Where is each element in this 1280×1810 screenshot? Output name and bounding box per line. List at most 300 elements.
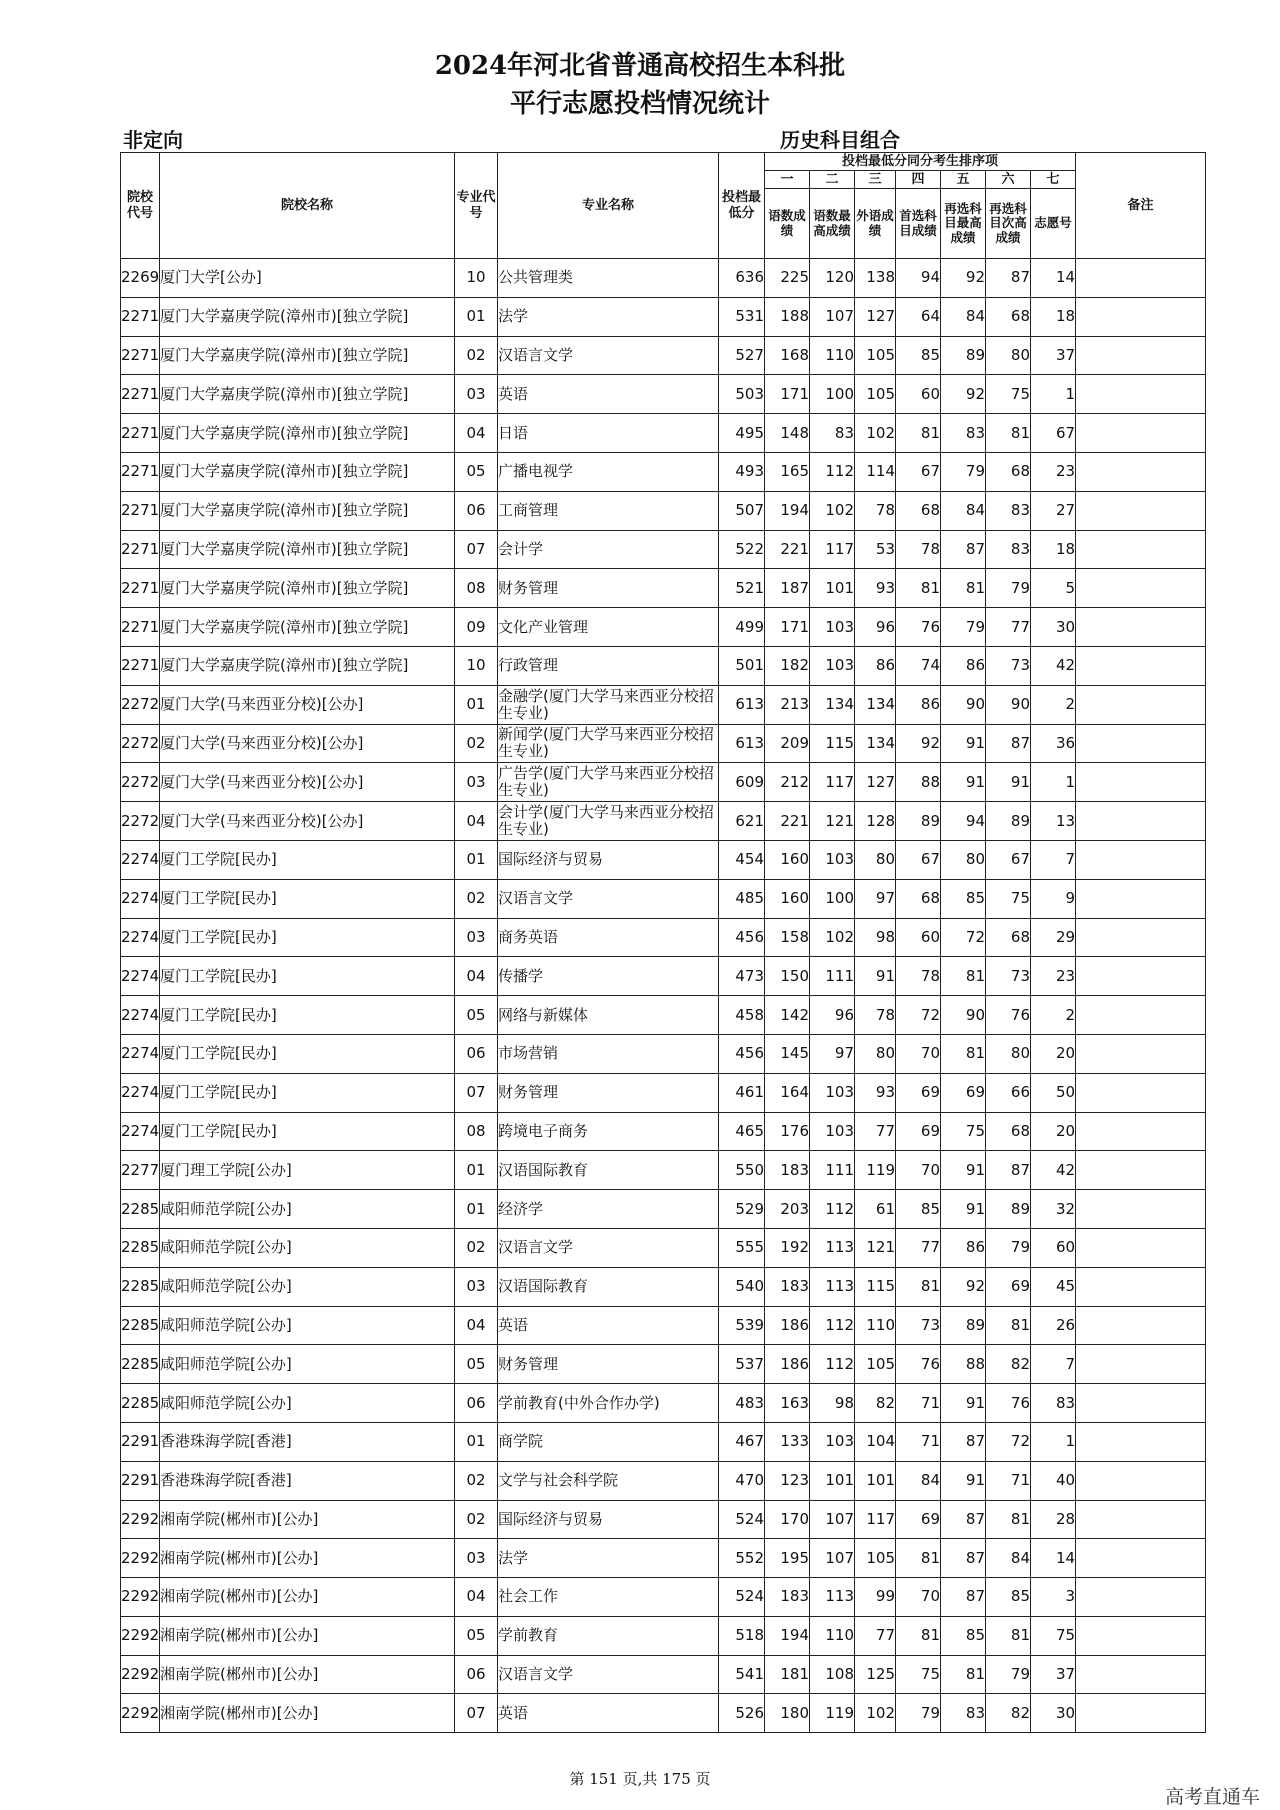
cell-rank-3: 134 <box>855 685 896 724</box>
cell-school-name: 厦门大学嘉庚学院(漳州市)[独立学院] <box>160 608 455 647</box>
cell-rank-4: 68 <box>896 491 941 530</box>
cell-major-code: 04 <box>455 802 498 841</box>
table-row <box>121 1073 1206 1112</box>
cell-rank-6: 76 <box>986 996 1031 1035</box>
cell-rank-6: 82 <box>986 1345 1031 1384</box>
cell-rank-1: 187 <box>765 569 810 608</box>
cell-rank-7: 60 <box>1031 1228 1076 1267</box>
cell-major-name: 网络与新媒体 <box>498 996 719 1035</box>
cell-school-code: 2274 <box>121 840 160 879</box>
cell-rank-4: 70 <box>896 1578 941 1617</box>
cell-remarks <box>1076 1616 1206 1655</box>
cell-rank-6: 87 <box>986 1151 1031 1190</box>
table-row <box>121 763 1206 802</box>
cell-major-name: 法学 <box>498 1539 719 1578</box>
cell-school-code: 2271 <box>121 452 160 491</box>
table-row <box>121 646 1206 685</box>
cell-remarks <box>1076 1306 1206 1345</box>
cell-school-code: 2285 <box>121 1190 160 1229</box>
header-sub-7: 志愿号 <box>1031 189 1076 259</box>
admission-table <box>120 152 1206 1733</box>
cell-school-name: 厦门大学嘉庚学院(漳州市)[独立学院] <box>160 414 455 453</box>
cell-rank-1: 145 <box>765 1034 810 1073</box>
cell-remarks <box>1076 1655 1206 1694</box>
cell-rank-4: 78 <box>896 957 941 996</box>
cell-rank-1: 181 <box>765 1655 810 1694</box>
cell-rank-2: 134 <box>810 685 855 724</box>
cell-rank-5: 92 <box>941 375 986 414</box>
cell-rank-4: 81 <box>896 1616 941 1655</box>
cell-major-name: 广告学(厦门大学马来西亚分校招生专业) <box>498 763 719 802</box>
table-row <box>121 1384 1206 1423</box>
cell-rank-7: 50 <box>1031 1073 1076 1112</box>
cell-major-code: 02 <box>455 879 498 918</box>
cell-major-name: 商学院 <box>498 1422 719 1461</box>
cell-rank-2: 100 <box>810 879 855 918</box>
cell-rank-6: 81 <box>986 1306 1031 1345</box>
cell-school-code: 2274 <box>121 1073 160 1112</box>
table-row <box>121 1345 1206 1384</box>
cell-school-name: 厦门工学院[民办] <box>160 996 455 1035</box>
cell-school-code: 2274 <box>121 1112 160 1151</box>
cell-rank-7: 13 <box>1031 802 1076 841</box>
cell-rank-1: 171 <box>765 375 810 414</box>
cell-major-name: 金融学(厦门大学马来西亚分校招生专业) <box>498 685 719 724</box>
cell-rank-4: 78 <box>896 530 941 569</box>
cell-rank-4: 92 <box>896 724 941 763</box>
cell-remarks <box>1076 840 1206 879</box>
cell-rank-3: 86 <box>855 646 896 685</box>
cell-rank-3: 119 <box>855 1151 896 1190</box>
cell-school-code: 2292 <box>121 1578 160 1617</box>
cell-rank-4: 85 <box>896 336 941 375</box>
cell-rank-4: 94 <box>896 259 941 298</box>
cell-school-code: 2272 <box>121 685 160 724</box>
cell-rank-2: 113 <box>810 1578 855 1617</box>
cell-rank-6: 79 <box>986 1655 1031 1694</box>
cell-school-name: 厦门大学嘉庚学院(漳州市)[独立学院] <box>160 491 455 530</box>
cell-min-score: 503 <box>719 375 765 414</box>
cell-rank-3: 96 <box>855 608 896 647</box>
cell-min-score: 483 <box>719 1384 765 1423</box>
table-row <box>121 1539 1206 1578</box>
cell-major-code: 04 <box>455 957 498 996</box>
header-ranking-group: 投档最低分同分考生排序项 <box>765 153 1076 171</box>
cell-rank-6: 89 <box>986 1190 1031 1229</box>
cell-rank-3: 121 <box>855 1228 896 1267</box>
cell-rank-7: 7 <box>1031 1345 1076 1384</box>
category-left-label: 非定向 <box>123 128 183 152</box>
cell-rank-5: 87 <box>941 1578 986 1617</box>
cell-school-name: 湘南学院(郴州市)[公办] <box>160 1655 455 1694</box>
cell-rank-5: 92 <box>941 1267 986 1306</box>
cell-rank-5: 79 <box>941 608 986 647</box>
cell-rank-3: 114 <box>855 452 896 491</box>
cell-remarks <box>1076 452 1206 491</box>
cell-remarks <box>1076 1500 1206 1539</box>
cell-remarks <box>1076 1539 1206 1578</box>
cell-min-score: 531 <box>719 297 765 336</box>
cell-rank-3: 101 <box>855 1461 896 1500</box>
cell-min-score: 467 <box>719 1422 765 1461</box>
cell-school-name: 咸阳师范学院[公办] <box>160 1345 455 1384</box>
cell-major-code: 02 <box>455 1500 498 1539</box>
cell-major-code: 02 <box>455 336 498 375</box>
cell-school-name: 厦门工学院[民办] <box>160 1073 455 1112</box>
cell-rank-4: 71 <box>896 1422 941 1461</box>
cell-major-code: 10 <box>455 646 498 685</box>
cell-major-code: 03 <box>455 763 498 802</box>
cell-school-code: 2274 <box>121 918 160 957</box>
cell-major-code: 03 <box>455 918 498 957</box>
cell-rank-4: 75 <box>896 1655 941 1694</box>
cell-remarks <box>1076 530 1206 569</box>
cell-rank-2: 102 <box>810 491 855 530</box>
cell-major-code: 05 <box>455 1616 498 1655</box>
cell-rank-7: 5 <box>1031 569 1076 608</box>
header-sub-6: 再选科目次高成绩 <box>986 189 1031 259</box>
table-row <box>121 1616 1206 1655</box>
cell-rank-5: 92 <box>941 259 986 298</box>
cell-rank-4: 81 <box>896 1539 941 1578</box>
cell-min-score: 613 <box>719 724 765 763</box>
cell-rank-7: 37 <box>1031 336 1076 375</box>
cell-remarks <box>1076 996 1206 1035</box>
cell-rank-5: 91 <box>941 724 986 763</box>
cell-rank-7: 30 <box>1031 1694 1076 1733</box>
header-num-4: 四 <box>896 171 941 189</box>
cell-major-code: 01 <box>455 1151 498 1190</box>
header-sub-1: 语数成绩 <box>765 189 810 259</box>
cell-rank-7: 1 <box>1031 375 1076 414</box>
cell-rank-1: 186 <box>765 1345 810 1384</box>
cell-school-code: 2271 <box>121 414 160 453</box>
cell-rank-2: 113 <box>810 1228 855 1267</box>
cell-rank-5: 79 <box>941 452 986 491</box>
cell-school-name: 厦门大学(马来西亚分校)[公办] <box>160 685 455 724</box>
cell-remarks <box>1076 1345 1206 1384</box>
cell-min-score: 454 <box>719 840 765 879</box>
cell-rank-2: 97 <box>810 1034 855 1073</box>
cell-min-score: 507 <box>719 491 765 530</box>
cell-school-code: 2285 <box>121 1345 160 1384</box>
cell-remarks <box>1076 1384 1206 1423</box>
table-row <box>121 336 1206 375</box>
cell-rank-1: 183 <box>765 1267 810 1306</box>
cell-major-name: 汉语国际教育 <box>498 1151 719 1190</box>
cell-rank-5: 75 <box>941 1112 986 1151</box>
table-row <box>121 724 1206 763</box>
cell-major-code: 05 <box>455 1345 498 1384</box>
cell-min-score: 537 <box>719 1345 765 1384</box>
cell-min-score: 521 <box>719 569 765 608</box>
cell-rank-2: 111 <box>810 957 855 996</box>
cell-rank-5: 91 <box>941 1384 986 1423</box>
cell-school-code: 2272 <box>121 724 160 763</box>
cell-remarks <box>1076 1073 1206 1112</box>
cell-remarks <box>1076 1228 1206 1267</box>
cell-rank-6: 80 <box>986 336 1031 375</box>
cell-school-code: 2271 <box>121 297 160 336</box>
cell-remarks <box>1076 1422 1206 1461</box>
cell-rank-3: 105 <box>855 336 896 375</box>
cell-school-name: 厦门工学院[民办] <box>160 918 455 957</box>
cell-rank-2: 103 <box>810 608 855 647</box>
cell-major-name: 经济学 <box>498 1190 719 1229</box>
cell-school-code: 2277 <box>121 1151 160 1190</box>
cell-major-code: 06 <box>455 1655 498 1694</box>
cell-rank-6: 85 <box>986 1578 1031 1617</box>
cell-major-code: 08 <box>455 569 498 608</box>
cell-rank-6: 80 <box>986 1034 1031 1073</box>
cell-rank-6: 79 <box>986 1228 1031 1267</box>
cell-rank-3: 80 <box>855 840 896 879</box>
cell-remarks <box>1076 336 1206 375</box>
cell-major-code: 07 <box>455 1694 498 1733</box>
header-num-5: 五 <box>941 171 986 189</box>
cell-rank-4: 81 <box>896 1267 941 1306</box>
cell-rank-1: 160 <box>765 840 810 879</box>
page-footer: 第 151 页,共 175 页 <box>569 1770 711 1788</box>
cell-rank-6: 87 <box>986 724 1031 763</box>
cell-major-code: 03 <box>455 1267 498 1306</box>
cell-rank-7: 83 <box>1031 1384 1076 1423</box>
cell-major-name: 国际经济与贸易 <box>498 840 719 879</box>
cell-rank-5: 87 <box>941 1500 986 1539</box>
cell-school-code: 2274 <box>121 957 160 996</box>
cell-rank-1: 163 <box>765 1384 810 1423</box>
cell-min-score: 493 <box>719 452 765 491</box>
cell-school-name: 咸阳师范学院[公办] <box>160 1384 455 1423</box>
cell-rank-6: 69 <box>986 1267 1031 1306</box>
cell-major-name: 社会工作 <box>498 1578 719 1617</box>
cell-remarks <box>1076 608 1206 647</box>
cell-school-name: 香港珠海学院[香港] <box>160 1422 455 1461</box>
cell-rank-5: 81 <box>941 1034 986 1073</box>
cell-rank-3: 102 <box>855 1694 896 1733</box>
cell-major-name: 汉语言文学 <box>498 1655 719 1694</box>
cell-rank-7: 1 <box>1031 1422 1076 1461</box>
cell-major-name: 法学 <box>498 297 719 336</box>
cell-rank-4: 72 <box>896 996 941 1035</box>
header-remarks: 备注 <box>1076 153 1206 259</box>
cell-rank-3: 78 <box>855 996 896 1035</box>
page-title-line2: 平行志愿投档情况统计 <box>509 89 770 119</box>
cell-school-name: 厦门大学嘉庚学院(漳州市)[独立学院] <box>160 646 455 685</box>
table-row <box>121 1461 1206 1500</box>
cell-major-code: 04 <box>455 1306 498 1345</box>
cell-remarks <box>1076 1151 1206 1190</box>
cell-rank-5: 85 <box>941 1616 986 1655</box>
cell-rank-1: 142 <box>765 996 810 1035</box>
cell-major-name: 财务管理 <box>498 1073 719 1112</box>
cell-school-code: 2291 <box>121 1422 160 1461</box>
cell-remarks <box>1076 569 1206 608</box>
cell-rank-7: 7 <box>1031 840 1076 879</box>
cell-rank-1: 194 <box>765 1616 810 1655</box>
cell-school-code: 2291 <box>121 1461 160 1500</box>
cell-min-score: 522 <box>719 530 765 569</box>
cell-rank-2: 121 <box>810 802 855 841</box>
cell-rank-3: 102 <box>855 414 896 453</box>
cell-rank-5: 87 <box>941 1422 986 1461</box>
cell-rank-2: 117 <box>810 763 855 802</box>
cell-rank-1: 213 <box>765 685 810 724</box>
cell-rank-5: 89 <box>941 336 986 375</box>
cell-rank-1: 195 <box>765 1539 810 1578</box>
cell-remarks <box>1076 957 1206 996</box>
table-row <box>121 297 1206 336</box>
cell-school-name: 厦门大学[公办] <box>160 259 455 298</box>
cell-rank-4: 74 <box>896 646 941 685</box>
cell-rank-7: 20 <box>1031 1034 1076 1073</box>
header-num-6: 六 <box>986 171 1031 189</box>
cell-rank-5: 83 <box>941 414 986 453</box>
cell-rank-4: 84 <box>896 1461 941 1500</box>
cell-rank-5: 89 <box>941 1306 986 1345</box>
cell-rank-4: 76 <box>896 608 941 647</box>
table-row <box>121 452 1206 491</box>
header-major-name: 专业名称 <box>498 153 719 259</box>
cell-rank-1: 133 <box>765 1422 810 1461</box>
cell-major-name: 商务英语 <box>498 918 719 957</box>
cell-school-name: 湘南学院(郴州市)[公办] <box>160 1539 455 1578</box>
cell-rank-2: 112 <box>810 1190 855 1229</box>
table-row <box>121 1422 1206 1461</box>
cell-major-name: 财务管理 <box>498 569 719 608</box>
cell-school-code: 2292 <box>121 1500 160 1539</box>
cell-rank-2: 101 <box>810 1461 855 1500</box>
table-row <box>121 1306 1206 1345</box>
cell-remarks <box>1076 724 1206 763</box>
cell-major-code: 02 <box>455 724 498 763</box>
cell-rank-4: 73 <box>896 1306 941 1345</box>
cell-rank-2: 103 <box>810 1422 855 1461</box>
page-title-line1: 2024年河北省普通高校招生本科批 <box>434 51 846 81</box>
cell-rank-4: 71 <box>896 1384 941 1423</box>
cell-major-code: 04 <box>455 1578 498 1617</box>
cell-rank-3: 115 <box>855 1267 896 1306</box>
cell-min-score: 485 <box>719 879 765 918</box>
cell-rank-7: 42 <box>1031 1151 1076 1190</box>
cell-remarks <box>1076 879 1206 918</box>
cell-rank-3: 97 <box>855 879 896 918</box>
cell-rank-1: 182 <box>765 646 810 685</box>
table-row <box>121 957 1206 996</box>
cell-rank-6: 81 <box>986 1616 1031 1655</box>
cell-rank-3: 110 <box>855 1306 896 1345</box>
cell-rank-1: 209 <box>765 724 810 763</box>
cell-rank-1: 180 <box>765 1694 810 1733</box>
cell-rank-1: 158 <box>765 918 810 957</box>
table-row <box>121 259 1206 298</box>
cell-school-name: 厦门大学嘉庚学院(漳州市)[独立学院] <box>160 375 455 414</box>
cell-rank-5: 84 <box>941 491 986 530</box>
cell-min-score: 555 <box>719 1228 765 1267</box>
cell-school-name: 咸阳师范学院[公办] <box>160 1267 455 1306</box>
cell-major-code: 03 <box>455 375 498 414</box>
cell-remarks <box>1076 1267 1206 1306</box>
cell-school-code: 2271 <box>121 530 160 569</box>
cell-rank-6: 75 <box>986 375 1031 414</box>
cell-rank-2: 101 <box>810 569 855 608</box>
cell-remarks <box>1076 1578 1206 1617</box>
cell-rank-6: 66 <box>986 1073 1031 1112</box>
cell-rank-1: 183 <box>765 1578 810 1617</box>
cell-school-name: 厦门大学嘉庚学院(漳州市)[独立学院] <box>160 530 455 569</box>
cell-rank-7: 75 <box>1031 1616 1076 1655</box>
cell-major-code: 06 <box>455 1034 498 1073</box>
cell-remarks <box>1076 1694 1206 1733</box>
table-row <box>121 802 1206 841</box>
cell-rank-5: 91 <box>941 1190 986 1229</box>
cell-rank-1: 170 <box>765 1500 810 1539</box>
cell-min-score: 524 <box>719 1578 765 1617</box>
cell-major-code: 07 <box>455 1073 498 1112</box>
cell-rank-7: 26 <box>1031 1306 1076 1345</box>
cell-major-name: 文化产业管理 <box>498 608 719 647</box>
table-row <box>121 1034 1206 1073</box>
cell-rank-1: 212 <box>765 763 810 802</box>
cell-remarks <box>1076 802 1206 841</box>
cell-remarks <box>1076 414 1206 453</box>
cell-rank-6: 75 <box>986 879 1031 918</box>
cell-major-name: 汉语言文学 <box>498 1228 719 1267</box>
cell-rank-5: 69 <box>941 1073 986 1112</box>
cell-rank-6: 81 <box>986 1500 1031 1539</box>
cell-rank-7: 40 <box>1031 1461 1076 1500</box>
cell-min-score: 541 <box>719 1655 765 1694</box>
table-row <box>121 879 1206 918</box>
header-school-code: 院校代号 <box>121 153 160 259</box>
cell-rank-5: 90 <box>941 685 986 724</box>
cell-rank-7: 9 <box>1031 879 1076 918</box>
cell-school-code: 2292 <box>121 1655 160 1694</box>
cell-rank-7: 32 <box>1031 1190 1076 1229</box>
cell-major-name: 新闻学(厦门大学马来西亚分校招生专业) <box>498 724 719 763</box>
cell-min-score: 527 <box>719 336 765 375</box>
cell-school-name: 香港珠海学院[香港] <box>160 1461 455 1500</box>
cell-rank-7: 45 <box>1031 1267 1076 1306</box>
table-row <box>121 375 1206 414</box>
cell-rank-3: 125 <box>855 1655 896 1694</box>
table-row <box>121 1578 1206 1617</box>
cell-school-code: 2292 <box>121 1694 160 1733</box>
cell-school-code: 2285 <box>121 1384 160 1423</box>
cell-rank-1: 165 <box>765 452 810 491</box>
cell-rank-2: 103 <box>810 840 855 879</box>
cell-rank-6: 68 <box>986 1112 1031 1151</box>
watermark-text: 高考直通车 <box>1164 1786 1260 1808</box>
cell-major-code: 05 <box>455 996 498 1035</box>
cell-school-code: 2271 <box>121 375 160 414</box>
cell-min-score: 458 <box>719 996 765 1035</box>
header-sub-4: 首选科目成绩 <box>896 189 941 259</box>
cell-min-score: 465 <box>719 1112 765 1151</box>
cell-rank-5: 83 <box>941 1694 986 1733</box>
header-min-score: 投档最低分 <box>719 153 765 259</box>
cell-school-name: 厦门工学院[民办] <box>160 1034 455 1073</box>
cell-remarks <box>1076 1461 1206 1500</box>
header-school-name: 院校名称 <box>160 153 455 259</box>
table-row <box>121 1694 1206 1733</box>
cell-remarks <box>1076 763 1206 802</box>
cell-school-name: 厦门大学嘉庚学院(漳州市)[独立学院] <box>160 297 455 336</box>
cell-rank-4: 76 <box>896 1345 941 1384</box>
cell-min-score: 636 <box>719 259 765 298</box>
cell-rank-2: 103 <box>810 1073 855 1112</box>
cell-rank-6: 84 <box>986 1539 1031 1578</box>
